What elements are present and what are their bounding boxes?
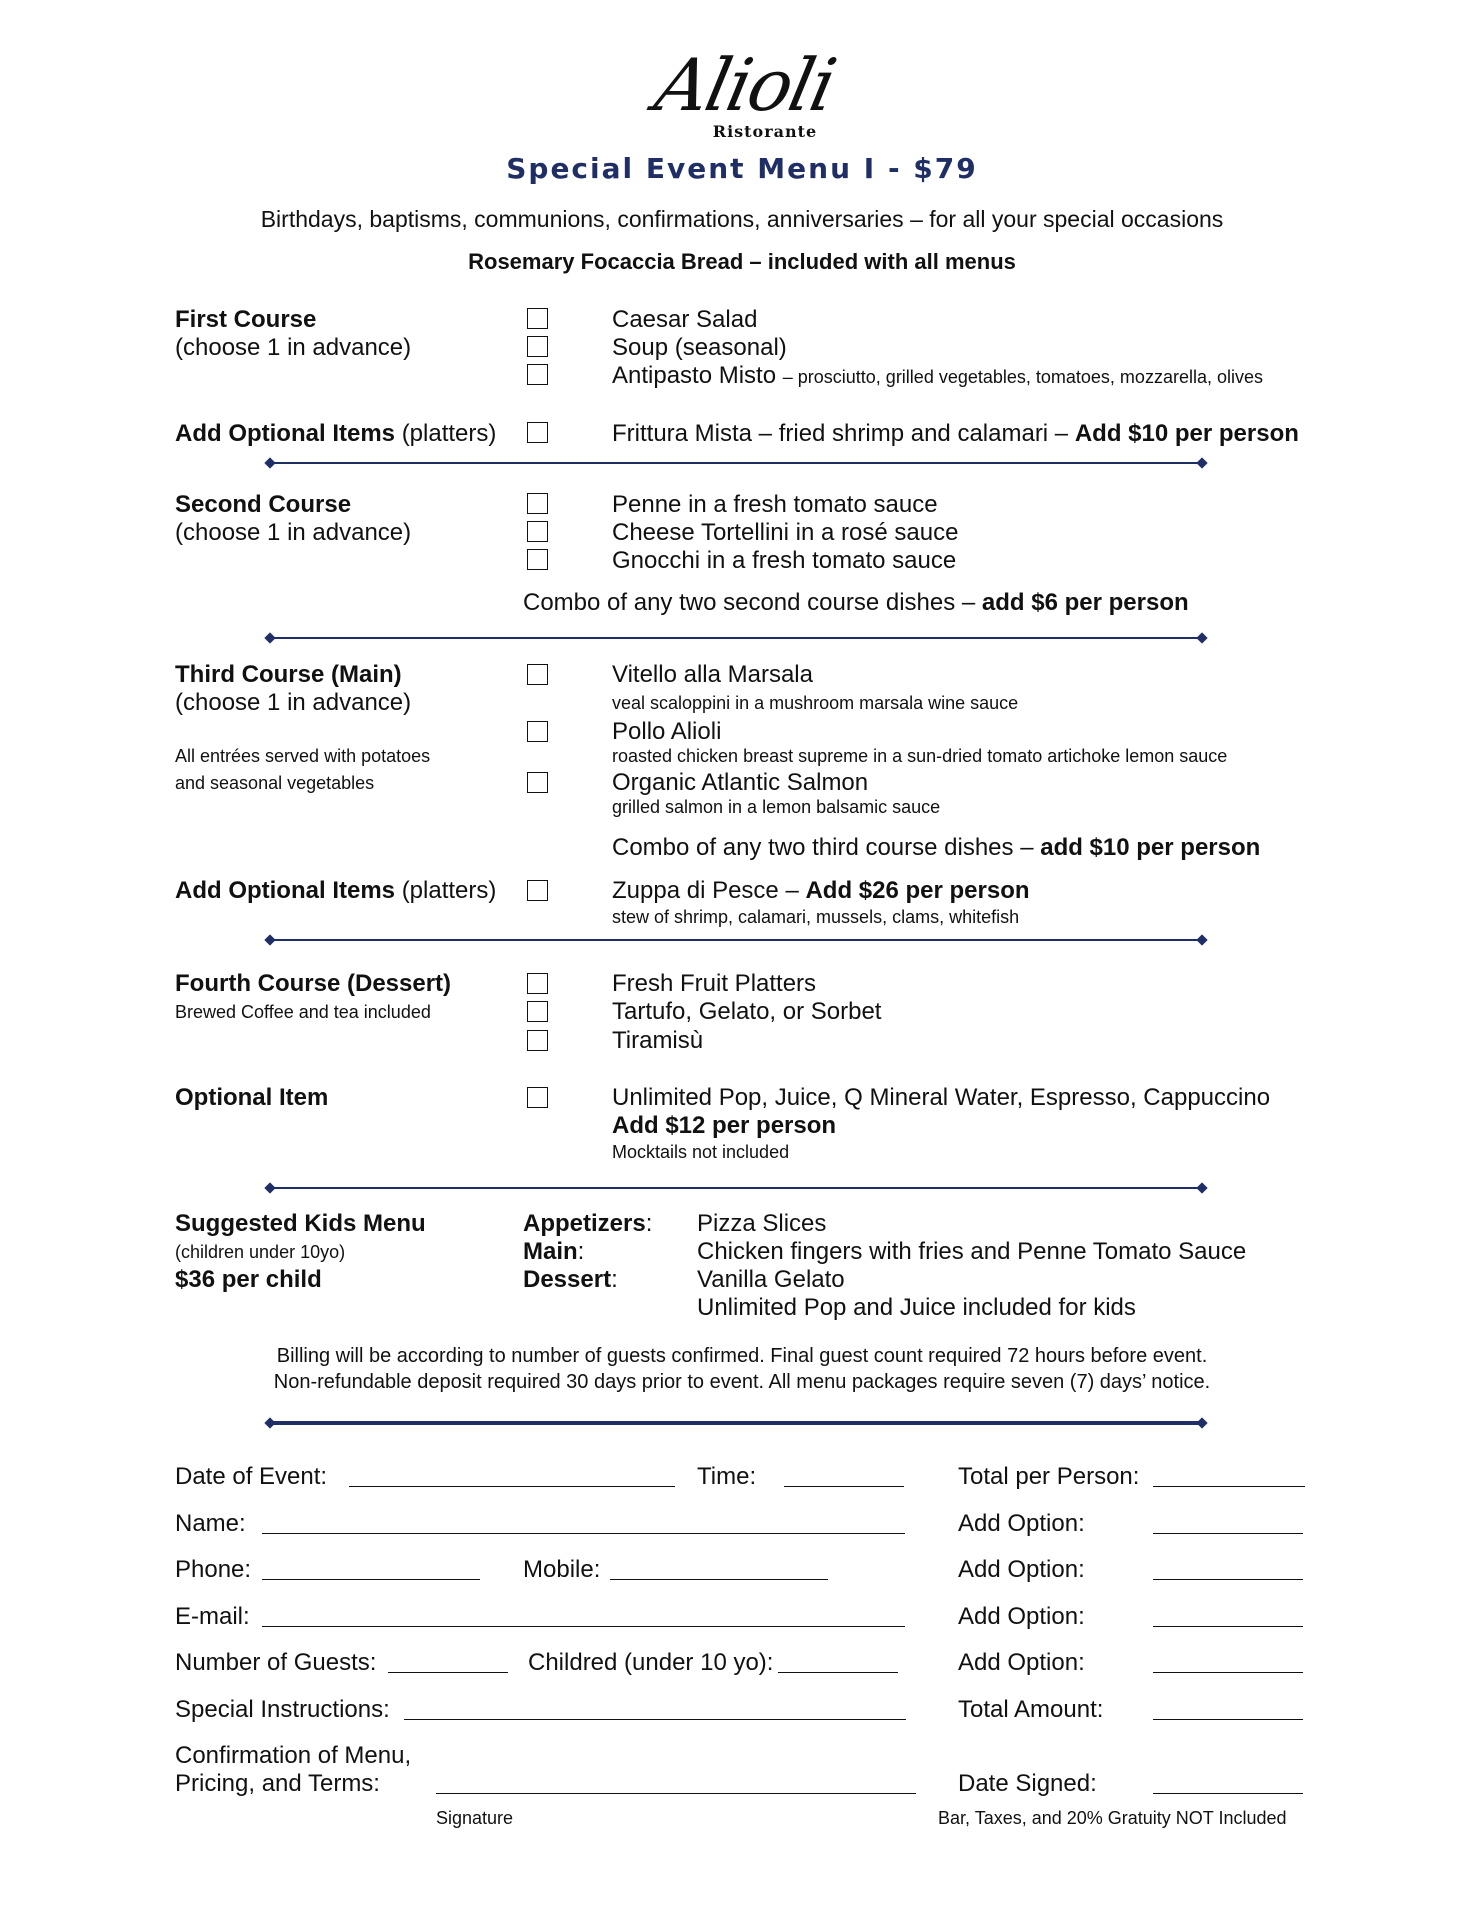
option-salmon: Organic Atlantic Salmon	[612, 769, 869, 796]
zuppa-price: Add $26 per person	[805, 877, 1030, 904]
option-gnocchi: Gnocchi in a fresh tomato sauce	[612, 547, 957, 574]
restaurant-logo	[640, 40, 850, 150]
logo-subtitle: Ristorante	[712, 122, 818, 141]
checkbox-tiramisu[interactable]	[527, 1030, 548, 1051]
first-course-label: First Course	[175, 306, 317, 333]
occasions-subtitle: Birthdays, baptisms, communions, confirmations, anniversaries – for all your special occasions	[260, 206, 1224, 232]
billing-line1: Billing will be according to number of guests confirmed. Final guest count required 72 hours before event.	[276, 1345, 1208, 1367]
email-label: E-mail:	[175, 1603, 250, 1630]
optional-items-suffix: (platters)	[401, 420, 497, 447]
date-of-event-label: Date of Event:	[175, 1463, 328, 1490]
add-option-label-4: Add Option:	[958, 1649, 1085, 1676]
date-of-event-field[interactable]	[349, 1486, 675, 1487]
date-signed-label: Date Signed:	[958, 1770, 1097, 1797]
add-option-field-1[interactable]	[1153, 1533, 1303, 1534]
kids-appetizers-label: Appetizers	[523, 1210, 646, 1237]
billing-line2: Non-refundable deposit required 30 days prior to event. All menu packages require seven (7) days’ notice.	[273, 1371, 1211, 1393]
total-per-person-label: Total per Person:	[958, 1463, 1140, 1490]
second-combo-text: Combo of any two second course dishes –	[523, 589, 982, 616]
number-of-guests-label: Number of Guests:	[175, 1649, 377, 1676]
first-optional-items-label	[175, 420, 496, 448]
second-course-note: (choose 1 in advance)	[175, 519, 412, 546]
zuppa-desc: stew of shrimp, calamari, mussels, clams, whitefish	[612, 907, 1020, 927]
checkbox-caesar-salad[interactable]	[527, 308, 548, 329]
total-amount-label: Total Amount:	[958, 1696, 1104, 1723]
served-with-line2: and seasonal vegetables	[175, 773, 375, 793]
second-combo-price: add $6 per person	[981, 589, 1189, 616]
add-option-field-4[interactable]	[1153, 1672, 1303, 1673]
kids-row-dessert-key: Dessert:	[523, 1266, 618, 1293]
optional-items-title: Add Optional Items	[175, 877, 396, 904]
section-divider	[266, 1417, 1206, 1429]
mobile-field[interactable]	[610, 1579, 828, 1580]
optional-items-suffix: (platters)	[401, 877, 497, 904]
checkbox-tartufo[interactable]	[527, 1001, 548, 1022]
option-caesar-salad: Caesar Salad	[612, 306, 758, 333]
kids-dessert-value: Vanilla Gelato	[697, 1266, 845, 1293]
option-fruit-platters: Fresh Fruit Platters	[612, 970, 817, 997]
mobile-label: Mobile:	[523, 1556, 601, 1583]
option-pollo-desc: roasted chicken breast supreme in a sun-dried tomato artichoke lemon sauce	[612, 746, 1228, 766]
name-field[interactable]	[262, 1533, 905, 1534]
third-combo-text: Combo of any two third course dishes –	[612, 834, 1041, 861]
option-tiramisu: Tiramisù	[612, 1027, 704, 1054]
signature-field[interactable]	[436, 1793, 916, 1794]
disclaimer: Bar, Taxes, and 20% Gratuity NOT Included	[938, 1808, 1287, 1828]
frittura-mista-text: Frittura Mista – fried shrimp and calamari –	[612, 420, 1075, 447]
date-signed-field[interactable]	[1153, 1793, 1303, 1794]
add-option-field-2[interactable]	[1153, 1579, 1303, 1580]
option-soup: Soup (seasonal)	[612, 334, 787, 361]
checkbox-vitello[interactable]	[527, 664, 548, 685]
option-vitello-desc: veal scaloppini in a mushroom marsala wine sauce	[612, 693, 1019, 713]
phone-field[interactable]	[262, 1579, 480, 1580]
kids-row-main-key: Main:	[523, 1238, 585, 1265]
option-antipasto-misto	[612, 362, 1263, 390]
page-title: Special Event Menu I - $79	[506, 152, 978, 185]
kids-menu-note: (children under 10yo)	[175, 1242, 346, 1262]
third-course-note: (choose 1 in advance)	[175, 689, 412, 716]
checkbox-beverages[interactable]	[527, 1087, 548, 1108]
section-divider	[266, 934, 1206, 946]
children-field[interactable]	[778, 1672, 898, 1673]
kids-appetizers-value: Pizza Slices	[697, 1210, 827, 1237]
served-with-line1: All entrées served with potatoes	[175, 746, 431, 766]
time-field[interactable]	[784, 1486, 904, 1487]
name-label: Name:	[175, 1510, 246, 1537]
kids-main-value: Chicken fingers with fries and Penne Tomato Sauce	[697, 1238, 1247, 1265]
fourth-course-note: Brewed Coffee and tea included	[175, 1002, 431, 1022]
third-course-label: Third Course (Main)	[175, 661, 402, 688]
frittura-mista-price: Add $10 per person	[1074, 420, 1299, 447]
add-option-label-2: Add Option:	[958, 1556, 1085, 1583]
kids-extra: Unlimited Pop and Juice included for kids	[697, 1294, 1136, 1321]
option-pollo: Pollo Alioli	[612, 718, 722, 745]
fourth-course-label: Fourth Course (Dessert)	[175, 970, 452, 997]
bread-note: Rosemary Focaccia Bread – included with all menus	[468, 249, 1016, 274]
kids-main-label: Main	[523, 1238, 578, 1265]
kids-row-appetizers-key: Appetizers:	[523, 1210, 653, 1237]
option-frittura-mista	[612, 420, 1299, 448]
kids-dessert-label: Dessert	[523, 1266, 612, 1293]
confirmation-label-line2: Pricing, and Terms:	[175, 1770, 380, 1797]
children-label: Childred (under 10 yo):	[528, 1649, 774, 1676]
first-course-note: (choose 1 in advance)	[175, 334, 412, 361]
checkbox-gnocchi[interactable]	[527, 549, 548, 570]
option-salmon-desc: grilled salmon in a lemon balsamic sauce	[612, 797, 941, 817]
checkbox-fruit-platters[interactable]	[527, 973, 548, 994]
phone-label: Phone:	[175, 1556, 252, 1583]
total-per-person-field[interactable]	[1153, 1486, 1305, 1487]
second-course-label: Second Course	[175, 491, 352, 518]
checkbox-tortellini[interactable]	[527, 521, 548, 542]
checkbox-frittura-mista[interactable]	[527, 422, 548, 443]
checkbox-soup[interactable]	[527, 336, 548, 357]
third-combo-price: add $10 per person	[1040, 834, 1261, 861]
optional-item-price: Add $12 per person	[612, 1112, 837, 1139]
third-optional-items-label	[175, 877, 496, 905]
option-tortellini: Cheese Tortellini in a rosé sauce	[612, 519, 959, 546]
antipasto-detail: – prosciutto, grilled vegetables, tomatoes, mozzarella, olives	[782, 367, 1263, 387]
add-option-field-3[interactable]	[1153, 1626, 1303, 1627]
optional-item-label: Optional Item	[175, 1084, 329, 1111]
special-instructions-field[interactable]	[404, 1719, 906, 1720]
optional-items-title: Add Optional Items	[175, 420, 396, 447]
second-combo-note	[523, 589, 1189, 617]
special-instructions-label: Special Instructions:	[175, 1696, 390, 1723]
logo-script: Alioli	[648, 43, 842, 127]
section-divider	[266, 457, 1206, 469]
checkbox-penne[interactable]	[527, 493, 548, 514]
option-zuppa-di-pesce	[612, 877, 1030, 905]
antipasto-name: Antipasto Misto	[612, 362, 777, 389]
number-of-guests-field[interactable]	[388, 1672, 508, 1673]
time-label: Time:	[697, 1463, 757, 1490]
kids-menu-label: Suggested Kids Menu	[175, 1210, 426, 1237]
zuppa-text: Zuppa di Pesce –	[612, 877, 806, 904]
checkbox-salmon[interactable]	[527, 772, 548, 793]
add-option-label-3: Add Option:	[958, 1603, 1085, 1630]
checkbox-pollo[interactable]	[527, 721, 548, 742]
email-field[interactable]	[262, 1626, 905, 1627]
total-amount-field[interactable]	[1153, 1719, 1303, 1720]
optional-item-note: Mocktails not included	[612, 1142, 790, 1162]
option-tartufo: Tartufo, Gelato, or Sorbet	[612, 998, 882, 1025]
kids-menu-price: $36 per child	[175, 1266, 322, 1293]
signature-caption: Signature	[436, 1808, 514, 1828]
add-option-label-1: Add Option:	[958, 1510, 1085, 1537]
section-divider	[266, 632, 1206, 644]
section-divider	[266, 1182, 1206, 1194]
checkbox-zuppa-di-pesce[interactable]	[527, 880, 548, 901]
option-penne: Penne in a fresh tomato sauce	[612, 491, 938, 518]
option-vitello: Vitello alla Marsala	[612, 661, 813, 688]
optional-item-text: Unlimited Pop, Juice, Q Mineral Water, Espresso, Cappuccino	[612, 1084, 1271, 1111]
third-combo-note	[612, 834, 1260, 862]
confirmation-label-line1: Confirmation of Menu,	[175, 1742, 412, 1769]
checkbox-antipasto-misto[interactable]	[527, 364, 548, 385]
